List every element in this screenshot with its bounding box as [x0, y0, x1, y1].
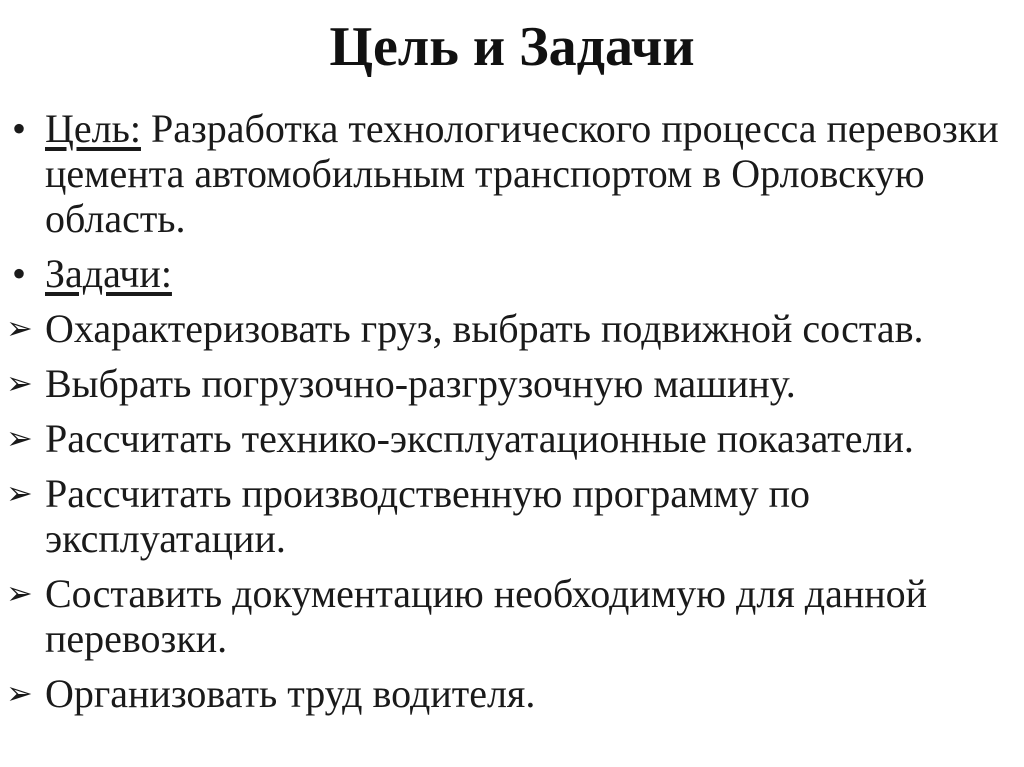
bullet-icon: •: [12, 251, 27, 296]
task-text: Охарактеризовать груз, выбрать подвижной состав.: [45, 306, 924, 351]
arrow-bullet-icon: ➢: [6, 574, 33, 612]
task-text: Организовать труд водителя.: [45, 671, 536, 716]
arrow-bullet-icon: ➢: [6, 419, 33, 457]
arrow-bullet-icon: ➢: [6, 474, 33, 512]
goal-description: Разработка технологического процесса перевозки цемента автомобильным транспортом в Орловскую область.: [45, 106, 999, 241]
task-text: Рассчитать производственную программу по эксплуатации.: [45, 471, 810, 561]
task-text: Рассчитать технико-эксплуатационные показатели.: [45, 416, 914, 461]
arrow-bullet-icon: ➢: [6, 364, 33, 402]
task-item: [0, 571, 1024, 661]
task-item: [0, 416, 1024, 461]
task-item: [0, 671, 1024, 716]
goal-item: [0, 106, 1024, 241]
slide-title: Цель и Задачи: [329, 16, 695, 78]
slide-content: [0, 106, 1024, 716]
arrow-bullet-icon: ➢: [6, 674, 33, 712]
goal-text: [45, 106, 1005, 241]
task-text: Составить документацию необходимую для данной перевозки.: [45, 571, 928, 661]
task-item: [0, 471, 1024, 561]
task-item: [0, 361, 1024, 406]
bullet-icon: •: [12, 106, 27, 151]
task-item: [0, 306, 1024, 351]
task-text: Выбрать погрузочно-разгрузочную машину.: [45, 361, 796, 406]
arrow-bullet-icon: ➢: [6, 309, 33, 347]
tasks-heading-item: [0, 251, 1024, 296]
goal-label: Цель:: [45, 106, 141, 151]
tasks-label: Задачи:: [45, 251, 172, 296]
tasks-heading: [45, 251, 1005, 296]
